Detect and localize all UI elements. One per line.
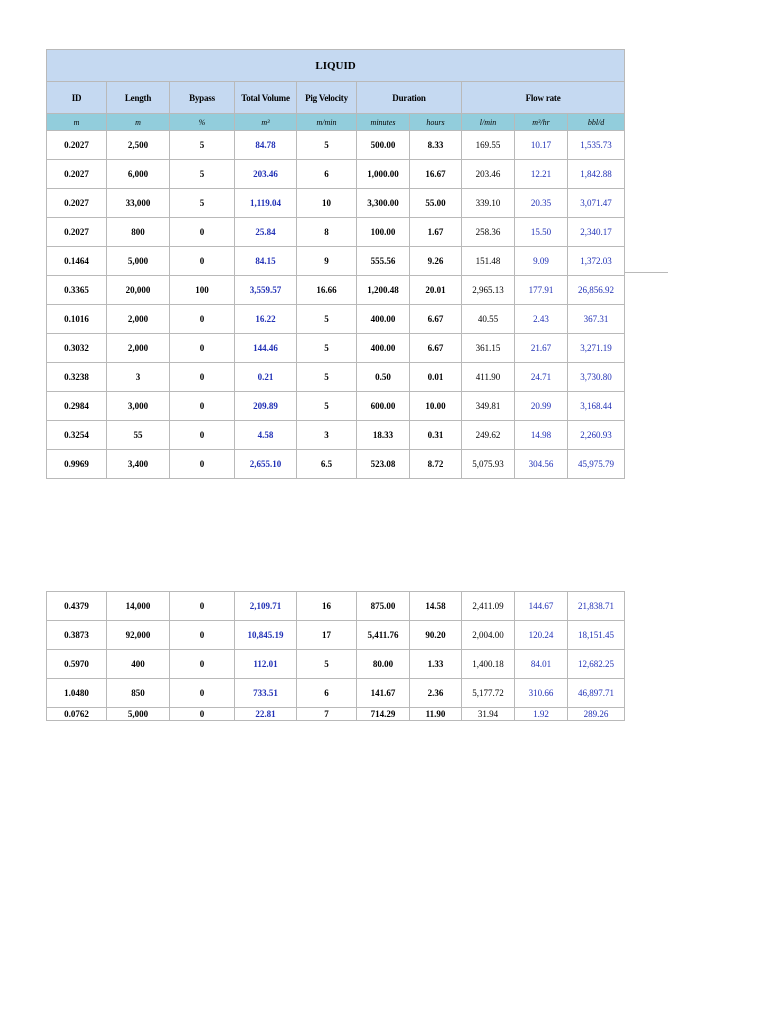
unit-flow-bbld: bbl/d: [568, 114, 625, 131]
cell-flow-bbld: 45,975.79: [568, 450, 625, 479]
cell-duration-minutes: 875.00: [357, 592, 410, 621]
cell-id: 0.3032: [47, 334, 107, 363]
table-row: [47, 218, 625, 247]
cell-duration-hours: 6.67: [410, 334, 462, 363]
cell-pig-velocity: 5: [297, 650, 357, 679]
cell-id: 0.2027: [47, 131, 107, 160]
header-duration: Duration: [357, 82, 462, 114]
unit-duration-hours: hours: [410, 114, 462, 131]
cell-total-volume: 2,655.10: [235, 450, 297, 479]
cell-flow-bbld: 2,260.93: [568, 421, 625, 450]
table-row: [47, 334, 625, 363]
cell-bypass: 0: [170, 679, 235, 708]
cell-flow-lmin: 203.46: [462, 160, 515, 189]
table-row: [47, 247, 625, 276]
cell-duration-minutes: 400.00: [357, 334, 410, 363]
header-total-volume: Total Volume: [235, 82, 297, 114]
cell-pig-velocity: 5: [297, 334, 357, 363]
header-pig-velocity: Pig Velocity: [297, 82, 357, 114]
cell-duration-hours: 11.90: [410, 708, 462, 721]
cell-total-volume: 144.46: [235, 334, 297, 363]
cell-flow-bbld: 46,897.71: [568, 679, 625, 708]
unit-total-volume: m³: [235, 114, 297, 131]
cell-length: 800: [107, 218, 170, 247]
cell-total-volume: 10,845.19: [235, 621, 297, 650]
unit-row: [47, 114, 625, 131]
cell-total-volume: 2,109.71: [235, 592, 297, 621]
cell-id: 0.1464: [47, 247, 107, 276]
cell-duration-hours: 0.01: [410, 363, 462, 392]
cell-total-volume: 4.58: [235, 421, 297, 450]
divider-line: [624, 272, 668, 273]
header-flow-rate: Flow rate: [462, 82, 625, 114]
cell-duration-minutes: 400.00: [357, 305, 410, 334]
cell-bypass: 5: [170, 189, 235, 218]
cell-flow-bbld: 289.26: [568, 708, 625, 721]
cell-duration-minutes: 100.00: [357, 218, 410, 247]
cell-id: 0.3254: [47, 421, 107, 450]
unit-length: m: [107, 114, 170, 131]
cell-duration-minutes: 3,300.00: [357, 189, 410, 218]
cell-duration-hours: 1.67: [410, 218, 462, 247]
cell-flow-lmin: 40.55: [462, 305, 515, 334]
cell-length: 5,000: [107, 247, 170, 276]
title-row: [47, 50, 625, 82]
unit-pig-velocity: m/min: [297, 114, 357, 131]
cell-pig-velocity: 5: [297, 363, 357, 392]
cell-id: 0.0762: [47, 708, 107, 721]
cell-flow-bbld: 18,151.45: [568, 621, 625, 650]
cell-bypass: 0: [170, 708, 235, 721]
cell-total-volume: 3,559.57: [235, 276, 297, 305]
cell-duration-hours: 8.72: [410, 450, 462, 479]
cell-duration-hours: 16.67: [410, 160, 462, 189]
table-row: [47, 189, 625, 218]
cell-length: 14,000: [107, 592, 170, 621]
cell-duration-minutes: 523.08: [357, 450, 410, 479]
liquid-table-continued-body: [47, 592, 625, 721]
cell-total-volume: 733.51: [235, 679, 297, 708]
cell-bypass: 0: [170, 392, 235, 421]
cell-length: 2,500: [107, 131, 170, 160]
cell-pig-velocity: 5: [297, 392, 357, 421]
cell-bypass: 0: [170, 218, 235, 247]
cell-flow-bbld: 1,372.03: [568, 247, 625, 276]
cell-id: 0.3365: [47, 276, 107, 305]
cell-total-volume: 0.21: [235, 363, 297, 392]
cell-flow-lmin: 2,965.13: [462, 276, 515, 305]
cell-duration-hours: 20.01: [410, 276, 462, 305]
header-id: ID: [47, 82, 107, 114]
table-row: [47, 392, 625, 421]
liquid-table-body: [47, 131, 625, 479]
cell-pig-velocity: 6: [297, 160, 357, 189]
cell-length: 400: [107, 650, 170, 679]
cell-length: 6,000: [107, 160, 170, 189]
cell-bypass: 0: [170, 305, 235, 334]
cell-duration-hours: 9.26: [410, 247, 462, 276]
table-row: [47, 160, 625, 189]
cell-flow-lmin: 339.10: [462, 189, 515, 218]
cell-flow-m3hr: 15.50: [515, 218, 568, 247]
cell-duration-minutes: 1,200.48: [357, 276, 410, 305]
cell-duration-hours: 2.36: [410, 679, 462, 708]
cell-flow-bbld: 3,071.47: [568, 189, 625, 218]
cell-flow-m3hr: 1.92: [515, 708, 568, 721]
cell-flow-m3hr: 144.67: [515, 592, 568, 621]
cell-duration-minutes: 141.67: [357, 679, 410, 708]
cell-length: 20,000: [107, 276, 170, 305]
cell-length: 33,000: [107, 189, 170, 218]
cell-id: 1.0480: [47, 679, 107, 708]
cell-flow-m3hr: 120.24: [515, 621, 568, 650]
cell-bypass: 100: [170, 276, 235, 305]
cell-duration-minutes: 0.50: [357, 363, 410, 392]
cell-id: 0.2984: [47, 392, 107, 421]
cell-flow-bbld: 2,340.17: [568, 218, 625, 247]
cell-flow-m3hr: 20.35: [515, 189, 568, 218]
cell-flow-lmin: 5,177.72: [462, 679, 515, 708]
cell-flow-bbld: 12,682.25: [568, 650, 625, 679]
table-row: [47, 708, 625, 721]
table-row: [47, 421, 625, 450]
table-row: [47, 621, 625, 650]
cell-duration-hours: 90.20: [410, 621, 462, 650]
cell-duration-minutes: 18.33: [357, 421, 410, 450]
cell-bypass: 0: [170, 334, 235, 363]
cell-flow-m3hr: 177.91: [515, 276, 568, 305]
cell-flow-lmin: 361.15: [462, 334, 515, 363]
cell-pig-velocity: 16: [297, 592, 357, 621]
liquid-table-continued: [46, 591, 625, 721]
cell-total-volume: 22.81: [235, 708, 297, 721]
cell-flow-lmin: 151.48: [462, 247, 515, 276]
cell-duration-minutes: 555.56: [357, 247, 410, 276]
cell-flow-m3hr: 21.67: [515, 334, 568, 363]
cell-id: 0.5970: [47, 650, 107, 679]
cell-duration-hours: 14.58: [410, 592, 462, 621]
cell-duration-minutes: 714.29: [357, 708, 410, 721]
table-row: [47, 592, 625, 621]
cell-flow-bbld: 3,730.80: [568, 363, 625, 392]
cell-pig-velocity: 5: [297, 131, 357, 160]
header-bypass: Bypass: [170, 82, 235, 114]
unit-bypass: %: [170, 114, 235, 131]
cell-id: 0.1016: [47, 305, 107, 334]
cell-length: 2,000: [107, 305, 170, 334]
table-row: [47, 679, 625, 708]
cell-bypass: 0: [170, 592, 235, 621]
cell-length: 92,000: [107, 621, 170, 650]
cell-flow-lmin: 31.94: [462, 708, 515, 721]
liquid-table: [46, 49, 625, 479]
cell-length: 3,400: [107, 450, 170, 479]
cell-length: 5,000: [107, 708, 170, 721]
cell-id: 0.9969: [47, 450, 107, 479]
cell-total-volume: 209.89: [235, 392, 297, 421]
cell-duration-minutes: 1,000.00: [357, 160, 410, 189]
cell-pig-velocity: 6.5: [297, 450, 357, 479]
cell-id: 0.2027: [47, 160, 107, 189]
table-title: LIQUID: [47, 50, 625, 82]
cell-pig-velocity: 10: [297, 189, 357, 218]
cell-total-volume: 203.46: [235, 160, 297, 189]
cell-length: 3,000: [107, 392, 170, 421]
cell-total-volume: 84.78: [235, 131, 297, 160]
cell-flow-m3hr: 84.01: [515, 650, 568, 679]
cell-duration-hours: 55.00: [410, 189, 462, 218]
cell-bypass: 0: [170, 421, 235, 450]
cell-length: 850: [107, 679, 170, 708]
cell-bypass: 5: [170, 160, 235, 189]
cell-pig-velocity: 9: [297, 247, 357, 276]
cell-flow-lmin: 2,004.00: [462, 621, 515, 650]
cell-flow-m3hr: 2.43: [515, 305, 568, 334]
table-row: [47, 450, 625, 479]
cell-length: 3: [107, 363, 170, 392]
cell-pig-velocity: 16.66: [297, 276, 357, 305]
cell-bypass: 0: [170, 621, 235, 650]
unit-id: m: [47, 114, 107, 131]
cell-flow-lmin: 5,075.93: [462, 450, 515, 479]
cell-id: 0.3873: [47, 621, 107, 650]
cell-flow-bbld: 1,535.73: [568, 131, 625, 160]
cell-flow-bbld: 3,271.19: [568, 334, 625, 363]
cell-flow-lmin: 258.36: [462, 218, 515, 247]
cell-duration-hours: 0.31: [410, 421, 462, 450]
cell-flow-bbld: 21,838.71: [568, 592, 625, 621]
unit-flow-m3hr: m³/hr: [515, 114, 568, 131]
cell-flow-bbld: 26,856.92: [568, 276, 625, 305]
cell-total-volume: 1,119.04: [235, 189, 297, 218]
cell-flow-lmin: 349.81: [462, 392, 515, 421]
cell-duration-hours: 8.33: [410, 131, 462, 160]
cell-duration-minutes: 80.00: [357, 650, 410, 679]
table-row: [47, 650, 625, 679]
cell-pig-velocity: 3: [297, 421, 357, 450]
cell-id: 0.3238: [47, 363, 107, 392]
cell-total-volume: 16.22: [235, 305, 297, 334]
cell-flow-bbld: 1,842.88: [568, 160, 625, 189]
table-row: [47, 131, 625, 160]
cell-flow-m3hr: 24.71: [515, 363, 568, 392]
cell-flow-m3hr: 9.09: [515, 247, 568, 276]
unit-flow-lmin: l/min: [462, 114, 515, 131]
cell-length: 2,000: [107, 334, 170, 363]
cell-id: 0.2027: [47, 218, 107, 247]
cell-duration-hours: 1.33: [410, 650, 462, 679]
header-length: Length: [107, 82, 170, 114]
cell-duration-minutes: 600.00: [357, 392, 410, 421]
cell-duration-hours: 10.00: [410, 392, 462, 421]
cell-id: 0.2027: [47, 189, 107, 218]
cell-total-volume: 84.15: [235, 247, 297, 276]
cell-flow-m3hr: 310.66: [515, 679, 568, 708]
cell-length: 55: [107, 421, 170, 450]
cell-bypass: 5: [170, 131, 235, 160]
cell-flow-lmin: 169.55: [462, 131, 515, 160]
table-row: [47, 305, 625, 334]
cell-flow-lmin: 411.90: [462, 363, 515, 392]
cell-flow-bbld: 3,168.44: [568, 392, 625, 421]
table-row: [47, 276, 625, 305]
cell-flow-lmin: 2,411.09: [462, 592, 515, 621]
cell-bypass: 0: [170, 650, 235, 679]
cell-flow-lmin: 249.62: [462, 421, 515, 450]
unit-duration-minutes: minutes: [357, 114, 410, 131]
cell-flow-m3hr: 304.56: [515, 450, 568, 479]
header-row: [47, 82, 625, 114]
cell-duration-minutes: 500.00: [357, 131, 410, 160]
cell-flow-bbld: 367.31: [568, 305, 625, 334]
cell-pig-velocity: 7: [297, 708, 357, 721]
cell-total-volume: 25.84: [235, 218, 297, 247]
cell-pig-velocity: 5: [297, 305, 357, 334]
cell-flow-m3hr: 10.17: [515, 131, 568, 160]
cell-duration-minutes: 5,411.76: [357, 621, 410, 650]
cell-pig-velocity: 17: [297, 621, 357, 650]
cell-flow-m3hr: 14.98: [515, 421, 568, 450]
cell-pig-velocity: 6: [297, 679, 357, 708]
cell-flow-m3hr: 20.99: [515, 392, 568, 421]
table-row: [47, 363, 625, 392]
cell-bypass: 0: [170, 450, 235, 479]
cell-bypass: 0: [170, 247, 235, 276]
cell-total-volume: 112.01: [235, 650, 297, 679]
cell-bypass: 0: [170, 363, 235, 392]
cell-id: 0.4379: [47, 592, 107, 621]
cell-flow-lmin: 1,400.18: [462, 650, 515, 679]
cell-duration-hours: 6.67: [410, 305, 462, 334]
cell-pig-velocity: 8: [297, 218, 357, 247]
cell-flow-m3hr: 12.21: [515, 160, 568, 189]
